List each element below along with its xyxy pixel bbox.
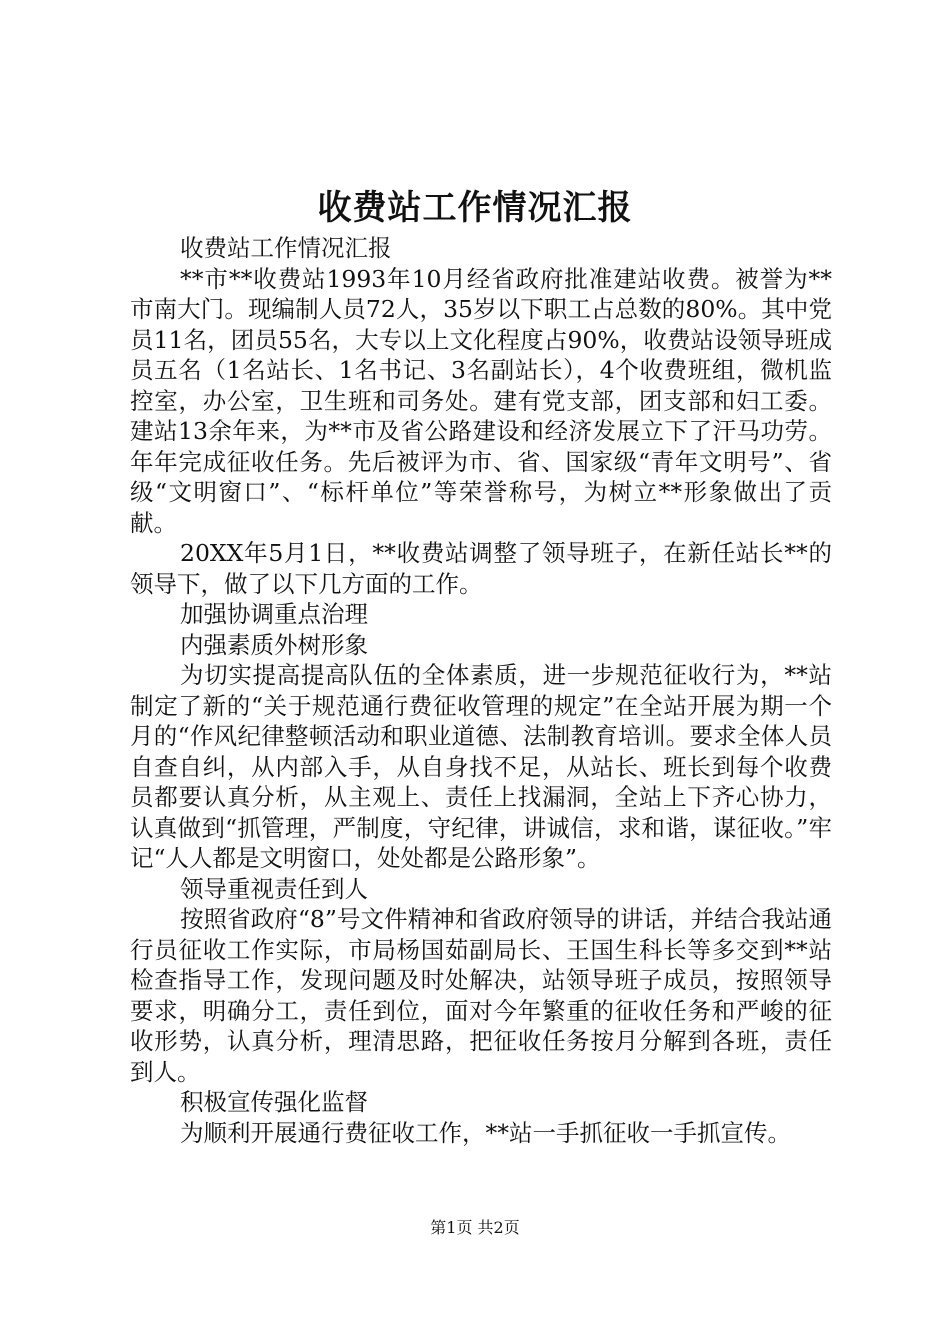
- document-body: [130, 233, 832, 1148]
- page-footer: 第1页 共2页: [430, 1218, 520, 1237]
- paragraph-publicity: 为顺利开展通行费征收工作，**站一手抓征收一手抓宣传。: [180, 1118, 791, 1147]
- paragraph-station-overview: **市**收费站1993年10月经省政府批准建站收费。被誉为**市南大门。现编制人员72人，35岁以下职工占总数的80%。其中党员11名，团员55名，大专以上文化程度占90%，收费站设领导班成员五名（1名站长、1名书记、3名副站长），4个收费班组，微机监控室，办公室，卫生班和司务处。建有党支部，团支部和妇工委。建站13余年来，为**市及省公路建设和经济发展立下了汗马功劳。年年完成征收任务。先后被评为市、省、国家级“青年文明号”、省级“文明窗口”、“标杆单位”等荣誉称号，为树立**形象做出了贡献。: [130, 264, 832, 537]
- document-title: 收费站工作情况汇报: [317, 188, 633, 228]
- paragraph-responsibility: 按照省政府“8”号文件精神和省政府领导的讲话，并结合我站通行员征收工作实际，市局杨国茹副局长、王国生科长等多交到**站检查指导工作，发现问题及时处解决，站领导班子成员，按照领导要求，明确分工，责任到位，面对今年繁重的征收任务和严峻的征收形势，认真分析，理清思路，把征收任务按月分解到各班，责任到人。: [130, 905, 832, 1086]
- paragraph-subtitle: 收费站工作情况汇报: [180, 234, 392, 262]
- section-heading-responsibility: 领导重视责任到人: [180, 874, 368, 903]
- paragraph-quality: 为切实提高提高队伍的全体素质，进一步规范征收行为，**站制定了新的“关于规范通行费征收管理的规定”在全站开展为期一个月的“作风纪律整顿活动和职业道德、法制教育培训。要求全体人员自查自纠，从内部入手，从自身找不足，从站长、班长到每个收费员都要认真分析，从主观上、责任上找漏洞，全站上下齐心协力，认真做到“抓管理，严制度，守纪律，讲诚信，求和谐，谋征收。”牢记“人人都是文明窗口，处处都是公路形象”。: [130, 661, 832, 872]
- section-heading-quality: 内强素质外树形象: [180, 630, 368, 659]
- section-heading-coordination: 加强协调重点治理: [180, 600, 368, 628]
- paragraph-leadership-change: 20XX年5月1日，**收费站调整了领导班子，在新任站长**的领导下，做了以下几方面的工作。: [130, 539, 832, 598]
- section-heading-publicity: 积极宣传强化监督: [180, 1088, 368, 1116]
